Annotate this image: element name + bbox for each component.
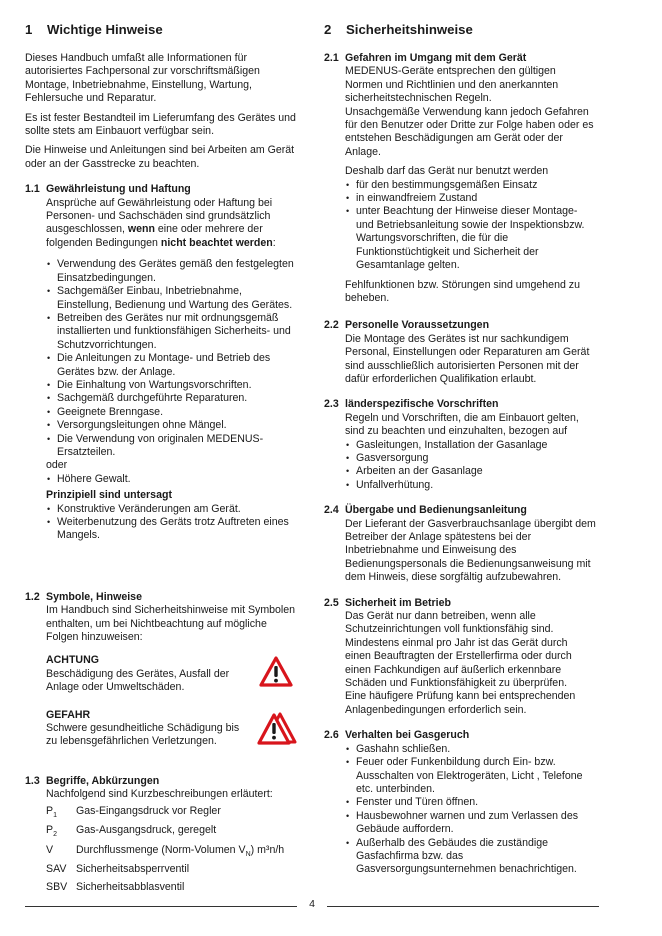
paragraph: Deshalb darf das Gerät nur benutzt werden [345, 165, 549, 178]
section-2-4-heading: 2.4 Übergabe und Bedienungsanleitung [324, 504, 527, 517]
list-item: • Arbeiten an der Gasanlage [345, 465, 596, 478]
section-2-heading: 2 Sicherheitshinweise [324, 22, 473, 37]
list-item: • Sachgemäß durchgeführte Reparaturen. [46, 392, 297, 405]
list-item: • Verwendung des Gerätes gemäß den festgelegten Einsatzbedingungen. [46, 258, 297, 285]
abbreviation-row: SAV Sicherheitsabsperrventil [46, 863, 190, 876]
danger-double-triangle-icon [257, 711, 297, 747]
warranty-text: Ansprüche auf Gewährleistung oder Haftung bei Personen- und Sachschäden sind grundsätzlich ausgeschlossen, wenn eine oder mehrere der folgenden Bedingungen nicht beachtet werden: [46, 196, 276, 249]
section-1-heading: 1 Wichtige Hinweise [25, 22, 163, 37]
paragraph: Das Gerät nur dann betreiben, wenn alle Schutzeinrichtungen voll funktionsfähig sind. [345, 610, 554, 636]
section-1-2-heading: 1.2 Symbole, Hinweise [25, 590, 142, 603]
list-item: • unter Beachtung der Hinweise dieser Montage- und Betriebsanleitung sowie der Inspektionsbzw. Wartungsvorschriften, die für die Funktionstüchtigkeit und Sicherheit der Gesamtanlage gelten. [345, 205, 596, 272]
paragraph: Mindestens einmal pro Jahr ist das Gerät durch einen Beauftragten der Erstellerfirma oder durch einen Fachkundigen auf äußerlich erkennbare Schäden und Funktionsfähigkeit zu überprüfen. [345, 636, 572, 690]
oder-text: oder [46, 459, 68, 472]
paragraph: Fehlfunktionen bzw. Störungen sind umgehend zu beheben. [345, 278, 580, 304]
paragraph: Der Lieferant der Gasverbrauchsanlage übergibt dem Betreiber der Anlage spätestens bei der Inbetriebnahme und Einweisung des Bedienungspersonals die Bedienungsanweisung mit dem Hinweis, diese sorgfältig aufzubewahren. [345, 517, 596, 584]
list-item: • Gasleitungen, Installation der Gasanlage [345, 439, 596, 452]
usage-conditions-list [345, 179, 596, 273]
section-2-1 [324, 52, 596, 305]
abbreviation-row: $P_2$ Gas-Ausgangsdruck, geregelt [46, 824, 217, 839]
section-2-3 [324, 398, 596, 492]
warning-triangle-icon [259, 656, 293, 688]
list-item: • für den bestimmungsgemäßen Einsatz [345, 179, 596, 192]
list-item: • Außerhalb des Gebäudes die zuständige Gasfachfirma bzw. das Gasversorgungsunternehmen benachrichtigen. [345, 837, 596, 877]
section-2-6 [324, 729, 596, 876]
paragraph: Unsachgemäße Verwendung kann jedoch Gefahren für den Benutzer oder Dritte zur Folge haben oder es entstehen Beschädigungen am Gerät oder der Anlage. [345, 105, 594, 158]
list-item: • Weiterbenutzung des Geräts trotz Auftreten eines Mangels. [46, 516, 297, 543]
intro-paragraph-1: Dieses Handbuch umfaßt alle Informationen für autorisiertes Fachpersonal zur vorschriftsmäßigen Montage, Inbetriebnahme, Einstellung, Wartung, Fehlersuche und Reparatur. [25, 52, 260, 105]
gas-smell-actions-list [345, 743, 596, 877]
right-column [324, 22, 596, 877]
list-item: • Betreiben des Gerätes nur mit ordnungsgemäß installierten und funktionsfähigen Sicherheits- und Schutzvorrichtungen. [46, 312, 297, 352]
list-item: • Höhere Gewalt. [46, 473, 297, 486]
section-2-3-heading: 2.3 länderspezifische Vorschriften [324, 398, 499, 411]
paragraph: Die Montage des Gerätes ist nur sachkundigem Personal, Einstellungen oder Reparaturen am Gerät sind ausschließlich autorisierten Personen mit der dafür erforderlichen Qualifikation erlaubt. [345, 332, 590, 385]
section-1-1 [25, 183, 297, 543]
left-column [25, 22, 297, 897]
list-item: • Hausbewohner warnen und zum Verlassen des Gebäude auffordern. [345, 810, 596, 837]
section-1-3 [25, 775, 297, 897]
list-item: • Gasversorgung [345, 452, 596, 465]
intro-paragraph-3: Die Hinweise und Anleitungen sind bei Arbeiten am Gerät oder an der Gasstrecke zu beachten. [25, 144, 295, 170]
list-item: • Versorgungsleitungen ohne Mängel. [46, 419, 297, 432]
list-item: • Sachgemäßer Einbau, Inbetriebnahme, Einstellung, Bedienung und Wartung des Gerätes. [46, 285, 297, 312]
abbreviations-intro: Nachfolgend sind Kurzbeschreibungen erläutert: [46, 788, 273, 801]
list-item: • Gashahn schließen. [345, 743, 596, 756]
list-item: • Die Verwendung von originalen MEDENUS-Ersatzteilen. [46, 433, 297, 460]
section-2-2-heading: 2.2 Personelle Voraussetzungen [324, 319, 490, 332]
prohibited-list [46, 503, 297, 543]
list-item: • Unfallverhütung. [345, 479, 596, 492]
gefahr-notice: GEFAHR Schwere gesundheitliche Schädigung bis zu lebensgefährlichen Verletzungen. [46, 709, 297, 749]
paragraph: Eine häufigere Prüfung kann bei entsprechenden Anlagenbedingungen erforderlich sein. [345, 690, 576, 716]
abbreviation-row: SBV Sicherheitsabblasventil [46, 881, 185, 894]
list-item: • Fenster und Türen öffnen. [345, 796, 596, 809]
section-1-2 [25, 591, 297, 749]
section-2-6-heading: 2.6 Verhalten bei Gasgeruch [324, 729, 470, 742]
symbols-text: Im Handbuch sind Sicherheitshinweise mit Symbolen enthalten, um bei Nichtbeachtung auf mögliche Folgen hinzuweisen: [46, 604, 296, 644]
section-2-2 [324, 319, 596, 386]
paragraph: Regeln und Vorschriften, die am Einbauort gelten, sind zu beachten und einzuhalten, bezogen auf [345, 411, 579, 438]
list-item: • Konstruktive Veränderungen am Gerät. [46, 503, 297, 516]
section-2-4 [324, 504, 596, 584]
list-item: • Feuer oder Funkenbildung durch Ein- bzw. Ausschalten von Elektrogeräten, Licht , Telefone etc. unterbinden. [345, 756, 596, 796]
intro-paragraph-2: Es ist fester Bestandteil im Lieferumfang des Gerätes und sollte stets am Einbauort verfügbar sein. [25, 111, 296, 138]
section-2-1-heading: 2.1 Gefahren im Umgang mit dem Gerät [324, 52, 527, 64]
section-2-5-heading: 2.5 Sicherheit im Betrieb [324, 596, 451, 609]
footer-rule-right [327, 906, 599, 907]
regulations-list [345, 439, 596, 493]
section-1-3-heading: 1.3 Begriffe, Abkürzungen [25, 774, 160, 787]
warranty-conditions-list [46, 258, 297, 459]
section-2-5 [324, 597, 596, 718]
section-1-1-heading: 1.1 Gewährleistung und Haftung [25, 183, 191, 196]
footer-rule-left [25, 906, 297, 907]
list-item: • in einwandfreiem Zustand [345, 192, 596, 205]
page-number: 4 [309, 898, 315, 910]
abbreviation-row: V Durchflussmenge (Norm-Volumen $V_N$) m³n/h [46, 843, 285, 858]
abbreviation-row: $P_1$ Gas-Eingangsdruck vor Regler [46, 804, 221, 819]
prohibited-heading: Prinzipiell sind untersagt [46, 489, 172, 502]
paragraph: MEDENUS-Geräte entsprechen den gültigen Normen und Richtlinien und den anerkannten sicherheitstechnischen Regeln. [345, 65, 559, 105]
list-item: • Geeignete Brenngase. [46, 406, 297, 419]
list-item: • Die Anleitungen zu Montage- und Betrieb des Gerätes bzw. der Anlage. [46, 352, 297, 379]
list-item: • Die Einhaltung von Wartungsvorschriften. [46, 379, 297, 392]
achtung-notice: ACHTUNG Beschädigung des Gerätes, Ausfall der Anlage oder Umweltschäden. [46, 654, 297, 694]
